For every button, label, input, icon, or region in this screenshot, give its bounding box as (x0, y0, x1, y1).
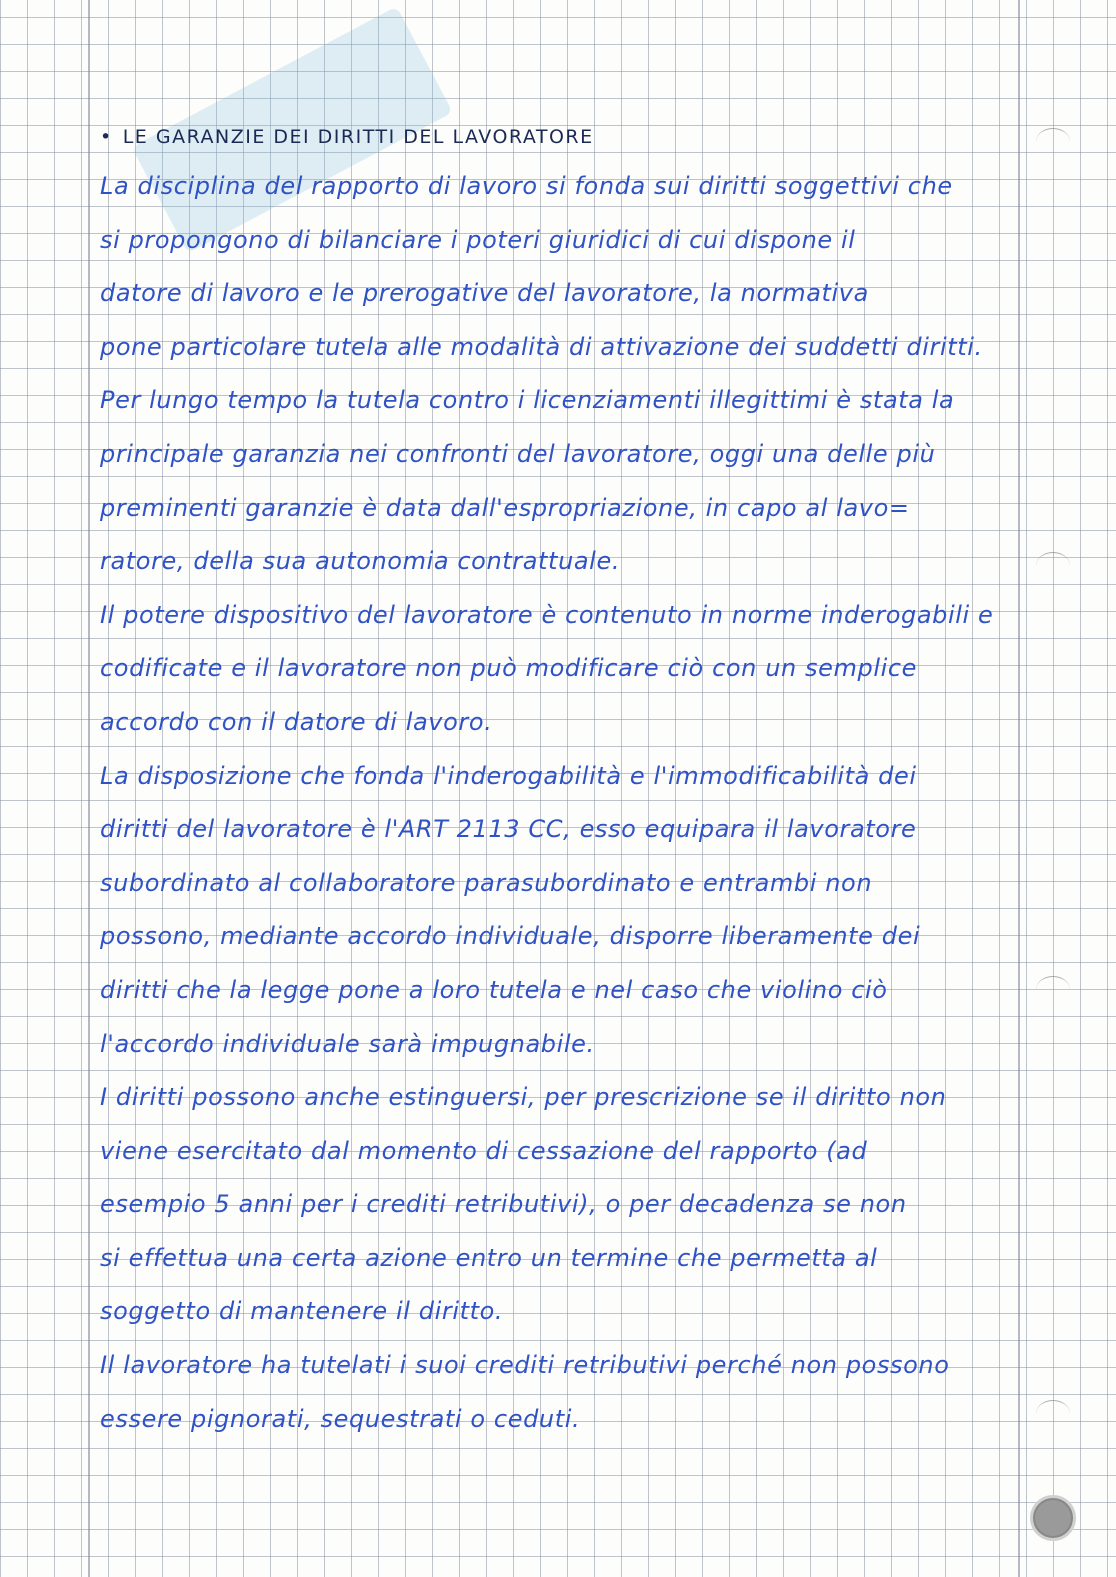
text-line: si propongono di bilanciare i poteri giuridici di cui dispone il (100, 225, 856, 254)
text-line: diritti che la legge pone a loro tutela e nel caso che violino ciò (100, 975, 888, 1004)
handwritten-text-block (100, 160, 1020, 1446)
page-title (100, 120, 1020, 154)
text-line: principale garanzia nei confronti del lavoratore, oggi una delle più (100, 439, 936, 468)
text-line: l'accordo individuale sarà impugnabile. (100, 1029, 595, 1058)
text-line: ratore, della sua autonomia contrattuale. (100, 547, 621, 576)
text-line: datore di lavoro e le prerogative del lavoratore, la normativa (100, 279, 869, 308)
text-line: si effettua una certa azione entro un termine che permetta al (100, 1243, 878, 1272)
text-line: pone particolare tutela alle modalità di attivazione dei suddetti diritti. (100, 332, 983, 361)
text-line: subordinato al collaboratore parasubordinato e entrambi non (100, 868, 873, 897)
binder-hole-mark (1036, 128, 1070, 155)
bullet-icon: • (100, 126, 113, 148)
text-line: I diritti possono anche estinguersi, per prescrizione se il diritto non (100, 1083, 947, 1112)
text-line: accordo con il datore di lavoro. (100, 707, 493, 736)
notes-page (100, 120, 1020, 1446)
text-line: diritti del lavoratore è l'ART 2113 CC, esso equipara il lavoratore (100, 815, 917, 844)
binder-hole-mark (1036, 552, 1070, 579)
text-line: Per lungo tempo la tutela contro i licenziamenti illegittimi è stata la (100, 386, 955, 415)
title-text: LE GARANZIE DEI DIRITTI DEL LAVORATORE (122, 126, 594, 148)
text-line: viene esercitato dal momento di cessazione del rapporto (ad (100, 1136, 868, 1165)
text-line: esempio 5 anni per i crediti retributivi), o per decadenza se non (100, 1190, 907, 1219)
text-line: preminenti garanzie è data dall'espropriazione, in capo al lavo= (100, 493, 910, 522)
text-line: Il lavoratore ha tutelati i suoi crediti retributivi perché non possono (100, 1351, 950, 1380)
text-line: essere pignorati, sequestrati o ceduti. (100, 1404, 581, 1433)
stamp-icon (1030, 1495, 1076, 1541)
binder-hole-mark (1036, 1400, 1070, 1427)
text-line: Il potere dispositivo del lavoratore è contenuto in norme inderogabili e (100, 600, 994, 629)
text-line: soggetto di mantenere il diritto. (100, 1297, 504, 1326)
binder-hole-mark (1036, 976, 1070, 1003)
text-line: La disposizione che fonda l'inderogabilità e l'immodificabilità dei (100, 761, 917, 790)
text-line: La disciplina del rapporto di lavoro si fonda sui diritti soggettivi che (100, 172, 953, 200)
left-margin-line (88, 0, 90, 1577)
text-line: codificate e il lavoratore non può modificare ciò con un semplice (100, 654, 918, 683)
text-line: possono, mediante accordo individuale, disporre liberamente dei (100, 922, 921, 951)
